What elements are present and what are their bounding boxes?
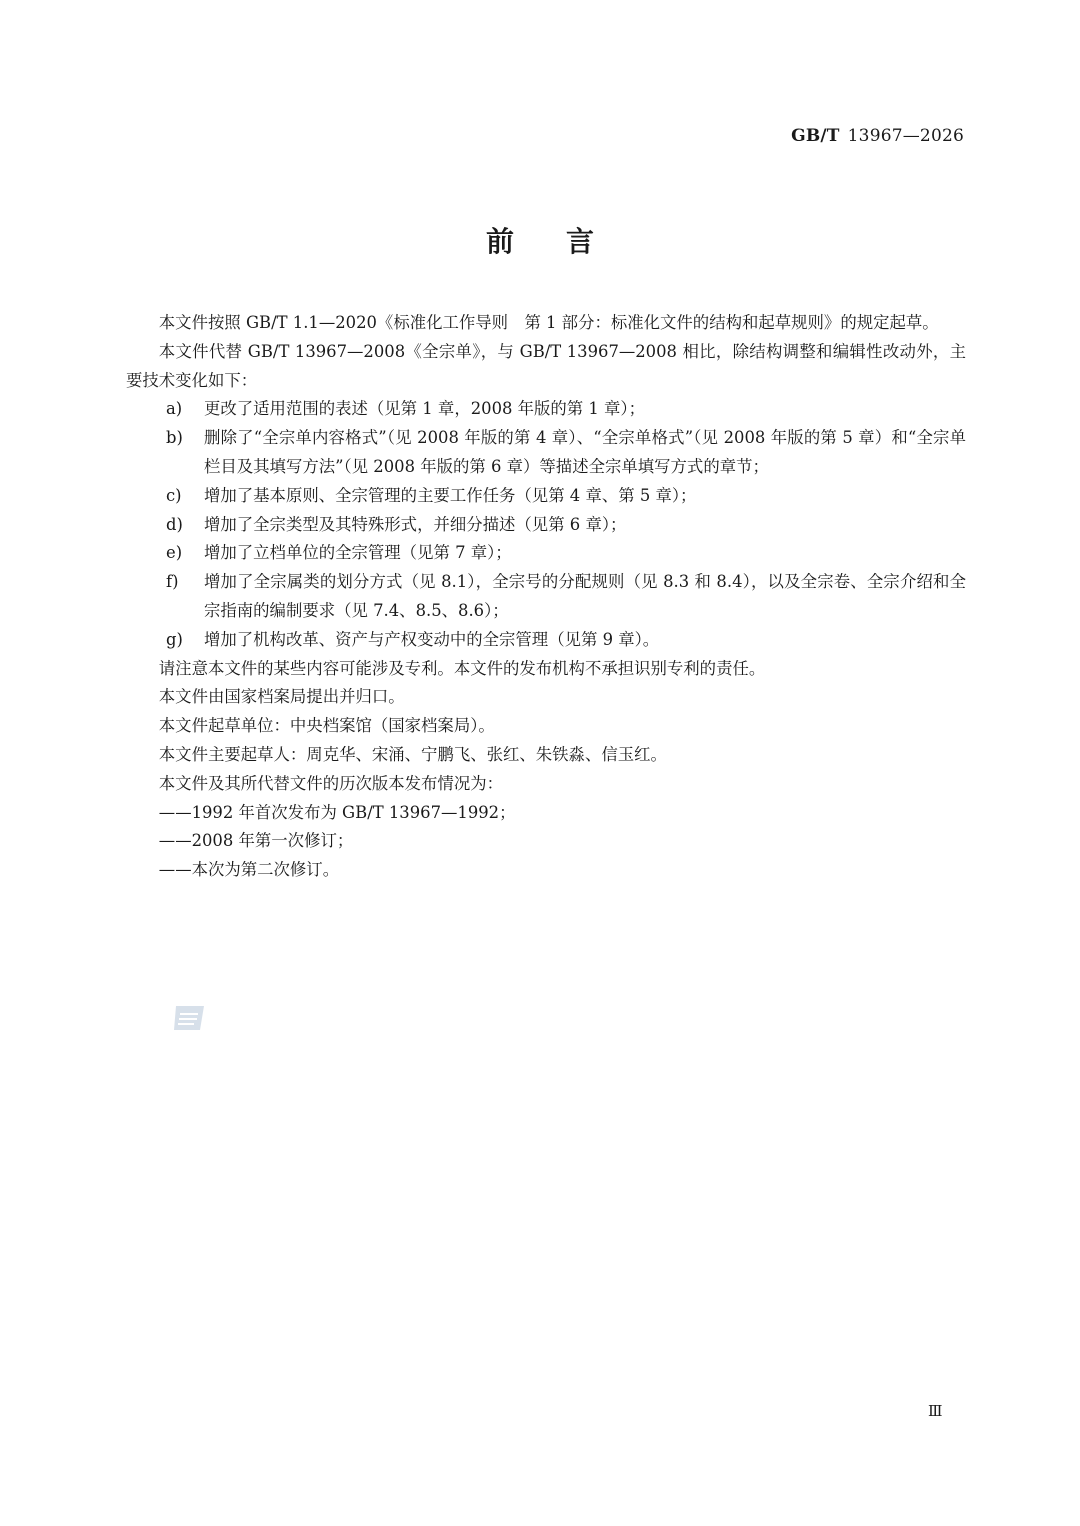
page-title: 前言 [485, 225, 646, 258]
list-marker: b) [166, 428, 183, 448]
changes-list [126, 395, 966, 654]
list-item-text: 增加了全宗类型及其特殊形式，并细分描述（见第 6 章）； [204, 514, 627, 534]
list-item [166, 568, 966, 626]
paragraph-history-intro: 本文件及其所代替文件的历次版本发布情况为： [158, 773, 503, 793]
paragraph-drafting-rules: 本文件按照 GB/T 1.1—2020《标准化工作导则 第 1 部分：标准化文件的结构和起草规则》的规定起草。 [158, 313, 939, 332]
paragraph-proposer: 本文件由国家档案局提出并归口。 [158, 687, 405, 707]
list-item-text: 增加了全宗属类的划分方式（见 8.1），全宗号的分配规则（见 8.3 和 8.4），以及全宗卷、全宗介绍和全宗指南的编制要求（见 7.4、8.5、8.6）； [204, 572, 966, 620]
list-marker: c) [166, 485, 182, 505]
history-item: ——1992 年首次发布为 GB/T 13967—1992； [158, 802, 516, 822]
list-marker: g) [166, 629, 183, 649]
history-item: ——2008 年第一次修订； [158, 831, 354, 851]
list-item-text: 增加了基本原则、全宗管理的主要工作任务（见第 4 章、第 5 章）； [204, 485, 697, 505]
sac-logo-icon [172, 1004, 206, 1032]
page-number: Ⅲ [928, 1402, 943, 1420]
list-item [166, 424, 966, 482]
list-item [166, 482, 966, 511]
history-item: ——本次为第二次修订。 [158, 860, 340, 880]
list-marker: f) [166, 572, 179, 592]
list-marker: d) [166, 514, 183, 534]
list-item [166, 539, 966, 568]
list-item [166, 511, 966, 540]
paragraph-drafters: 本文件主要起草人：周克华、宋涌、宁鹏飞、张红、朱铁淼、信玉红。 [158, 744, 667, 764]
list-item [166, 626, 966, 655]
list-item [166, 395, 966, 424]
list-item-text: 删除了“全宗单内容格式”（见 2008 年版的第 4 章）、“全宗单格式”（见 2008 年版的第 5 章）和“全宗单栏目及其填写方法”（见 2008 年版的第 6 章）等描述全宗单填写方式的章节； [204, 428, 966, 476]
list-item-text: 增加了机构改革、资产与产权变动中的全宗管理（见第 9 章）。 [204, 629, 660, 649]
standard-code: GB/T [791, 126, 840, 146]
list-marker: a) [166, 399, 183, 419]
page-header [791, 126, 964, 146]
standard-number: 13967—2026 [847, 126, 964, 146]
paragraph-patent-notice: 请注意本文件的某些内容可能涉及专利。本文件的发布机构不承担识别专利的责任。 [158, 658, 766, 678]
paragraph-replacement: 本文件代替 GB/T 13967—2008《全宗单》，与 GB/T 13967—2008 相比，除结构调整和编辑性改动外，主要技术变化如下： [126, 341, 966, 390]
paragraph-drafting-unit: 本文件起草单位：中央档案馆（国家档案局）。 [158, 716, 495, 736]
list-item-text: 更改了适用范围的表述（见第 1 章，2008 年版的第 1 章）； [204, 399, 646, 419]
list-item-text: 增加了立档单位的全宗管理（见第 7 章）； [204, 543, 512, 563]
list-marker: e) [166, 543, 183, 563]
version-history-list [126, 799, 966, 885]
foreword-body [126, 309, 966, 885]
